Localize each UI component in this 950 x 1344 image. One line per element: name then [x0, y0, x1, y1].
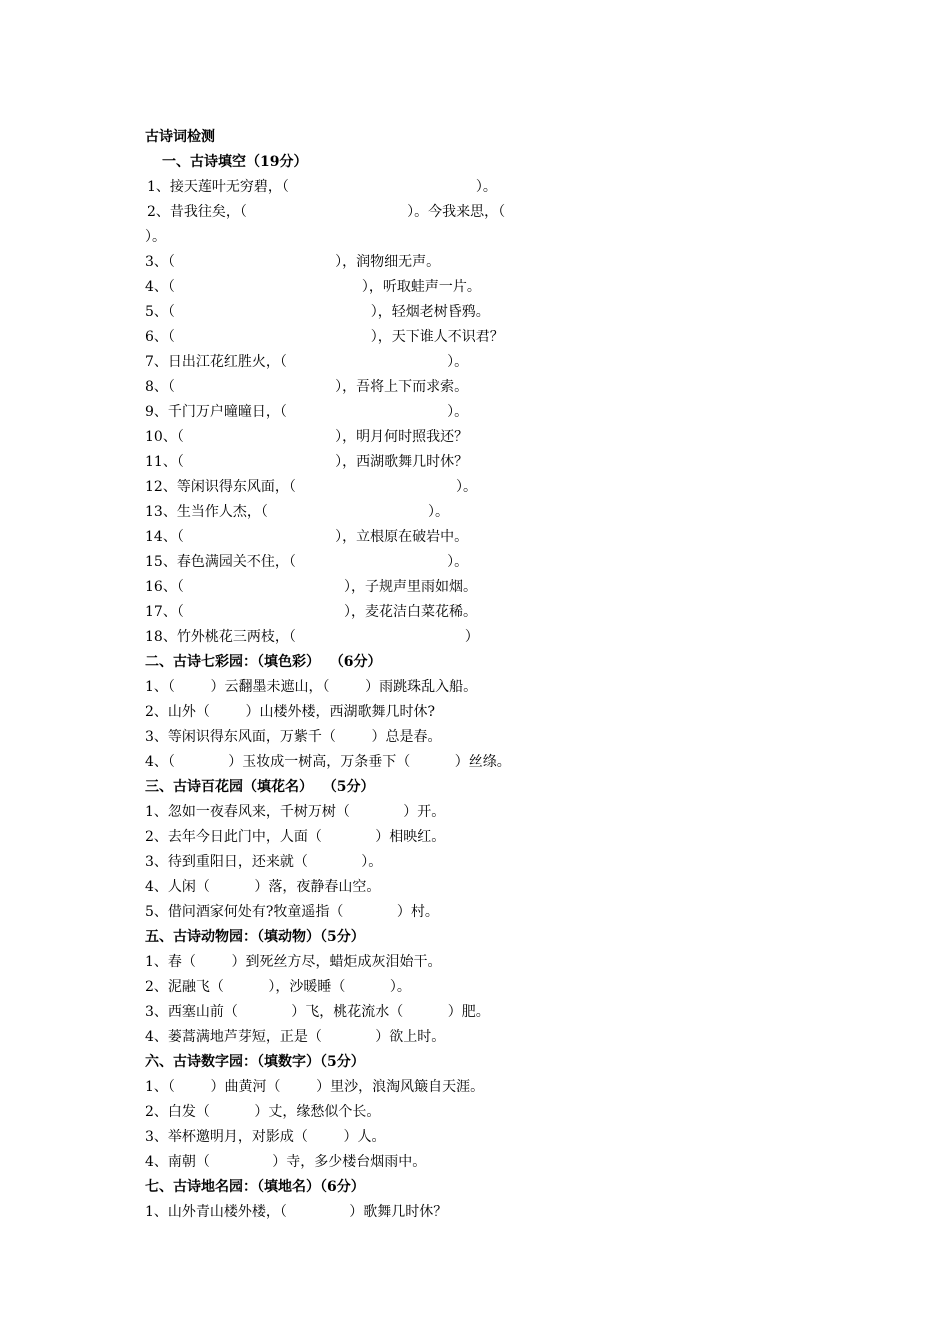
question-line: 3、（ ），润物细无声。 [145, 254, 441, 270]
question-line: 10、（ ），明月何时照我还？ [145, 429, 469, 445]
question-line: 2、泥融飞（ ），沙暖睡（ ）。 [145, 979, 411, 995]
question-line: 3、西塞山前（ ）飞，桃花流水（ ）肥。 [145, 1004, 490, 1020]
question-line: 11、（ ），西湖歌舞几时休？ [145, 454, 469, 470]
section-heading: 三、古诗百花园（填花名） （5分） [145, 779, 375, 795]
section-heading: 二、古诗七彩园：（填色彩） （6分） [145, 654, 382, 670]
question-line: 3、待到重阳日，还来就（ ）。 [145, 854, 383, 870]
question-line: 7、日出江花红胜火，（ ）。 [145, 354, 469, 370]
question-line: 2、山外（ ）山楼外楼，西湖歌舞几时休? [145, 704, 436, 720]
question-line: 14、（ ），立根原在破岩中。 [145, 529, 469, 545]
question-line: 4、南朝（ ）寺，多少楼台烟雨中。 [145, 1154, 427, 1170]
question-line: 4、（ ），听取蛙声一片。 [145, 279, 481, 295]
question-line: 6、（ ），天下谁人不识君？ [145, 329, 504, 345]
question-line: 17、（ ），麦花洁白菜花稀。 [145, 604, 478, 620]
section-heading: 六、古诗数字园：（填数字）（5分） [145, 1054, 365, 1070]
document-title: 古诗词检测 [145, 129, 215, 145]
question-line: 8、（ ），吾将上下而求索。 [145, 379, 469, 395]
question-line: 3、等闲识得东风面，万紫千（ ）总是春。 [145, 729, 442, 745]
question-line: 5、借问酒家何处有?牧童遥指（ ）村。 [145, 904, 439, 920]
question-line: 18、竹外桃花三两枝，（ ） [145, 629, 479, 645]
question-line: 1、春（ ）到死丝方尽，蜡炬成灰泪始干。 [145, 954, 442, 970]
question-line: 2、昔我往矣，（ ）。今我来思，（ [147, 204, 506, 220]
question-line: 16、（ ），子规声里雨如烟。 [145, 579, 478, 595]
section-heading: 七、古诗地名园：（填地名）（6分） [145, 1179, 365, 1195]
question-line: 2、白发（ ）丈，缘愁似个长。 [145, 1104, 381, 1120]
question-line: 1、忽如一夜春风来，千树万树（ ）开。 [145, 804, 446, 820]
question-line: 5、（ ），轻烟老树昏鸦。 [145, 304, 490, 320]
question-line: 3、举杯邀明月，对影成（ ）人。 [145, 1129, 386, 1145]
question-line: 15、春色满园关不住，（ ）。 [145, 554, 469, 570]
question-line: 12、等闲识得东风面，（ ）。 [145, 479, 478, 495]
section-heading: 一、古诗填空（19分） [162, 154, 308, 170]
question-line: 1、（ ）云翻墨未遮山，（ ）雨跳珠乱入船。 [145, 679, 478, 695]
question-line: 4、（ ）玉妆成一树高，万条垂下（ ）丝绦。 [145, 754, 511, 770]
question-line: ）。 [145, 229, 166, 245]
question-line: 4、蒌蒿满地芦芽短，正是（ ）欲上时。 [145, 1029, 446, 1045]
section-heading: 五、古诗动物园：（填动物）（5分） [145, 929, 365, 945]
question-line: 1、接天莲叶无穷碧，（ ）。 [147, 179, 497, 195]
question-line: 13、生当作人杰，（ ）。 [145, 504, 450, 520]
question-line: 2、去年今日此门中，人面（ ）相映红。 [145, 829, 446, 845]
question-line: 9、千门万户曈曈日，（ ）。 [145, 404, 469, 420]
question-line: 1、（ ）曲黄河（ ）里沙，浪淘风簸自天涯。 [145, 1079, 485, 1095]
question-line: 1、山外青山楼外楼，（ ）歌舞几时休？ [145, 1204, 448, 1220]
question-line: 4、人闲（ ）落，夜静春山空。 [145, 879, 381, 895]
